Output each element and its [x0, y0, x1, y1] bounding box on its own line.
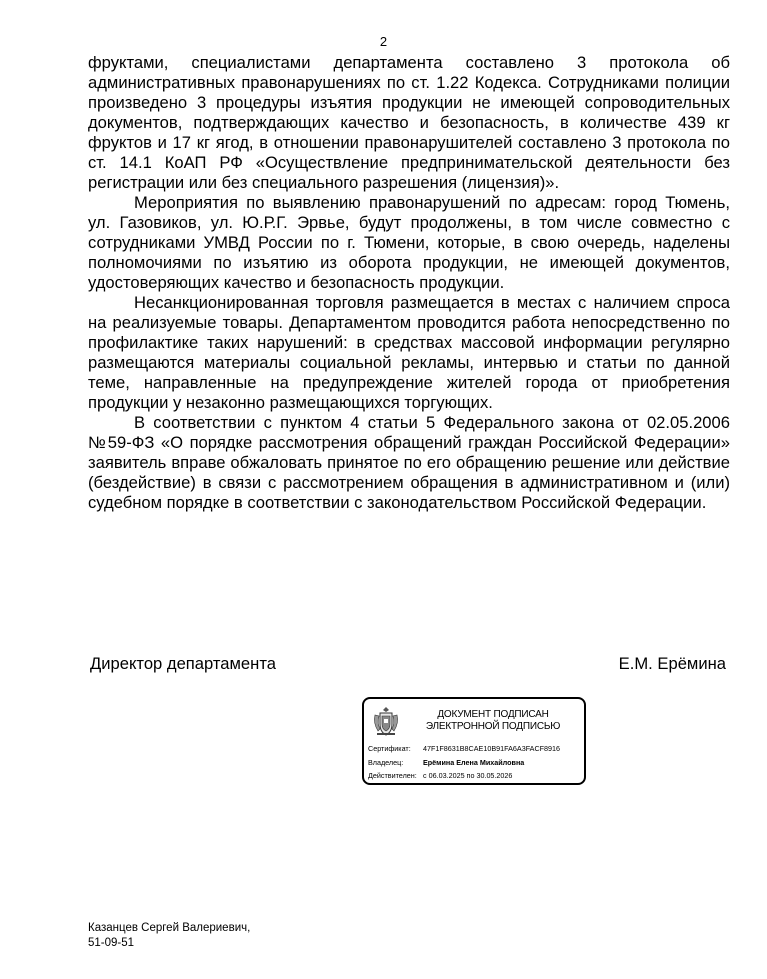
signatory-name: Е.М. Ерёмина	[618, 654, 726, 673]
electronic-signature-stamp	[362, 697, 586, 785]
paragraph-3: Несанкционированная торговля размещается в местах с наличием спроса на реализуемые товары. Департаментом проводится работа непосредственно по профилактике таких нарушений: в средствах массовой информации регулярно размещаются материалы социальной рекламы, интервью и статьи по данной теме, направленные на предупреждение жителей города от приобретения продукции у незаконно размещающихся торгующих.	[88, 293, 730, 412]
coat-of-arms-icon	[371, 705, 401, 737]
stamp-validity-label: Действителен:	[368, 771, 417, 780]
stamp-title-line-2: ЭЛЕКТРОННОЙ ПОДПИСЬЮ	[425, 721, 561, 732]
paragraph-4: В соответствии с пунктом 4 статьи 5 Федерального закона от 02.05.2006 №59-ФЗ «О порядке рассмотрения обращений граждан Российской Федерации» заявитель вправе обжаловать принятое по его обращению решение или действие (бездействие) в связи с рассмотрением обращения в административном и (или) судебном порядке в соответствии с законодательством Российской Федерации.	[88, 413, 730, 512]
paragraph-1: фруктами, специалистами департамента составлено 3 протокола об административных правонарушениях по ст. 1.22 Кодекса. Сотрудниками полиции произведено 3 процедуры изъятия продукции не имеющей сопроводительных документов, подтверждающих качество и безопасность, в количестве 439 кг фруктов и 17 кг ягод, в отношении правонарушителей составлено 3 протокола по ст. 14.1 КоАП РФ «Осуществление предпринимательской деятельности без регистрации или без специального разрешения (лицензия)».	[88, 53, 730, 192]
stamp-certificate-value: 47F1F8631B8CAE10B91FA6A3FACF8916	[423, 744, 561, 753]
stamp-owner-label: Владелец:	[368, 758, 404, 767]
stamp-certificate-label: Сертификат:	[368, 744, 411, 753]
paragraph-2: Мероприятия по выявлению правонарушений по адресам: город Тюмень, ул. Газовиков, ул. Ю.Р.Г. Эрвье, будут продолжены, в том числе совместно с сотрудниками УМВД России по г. Тюмени, которые, в свою очередь, наделены полномочиями по изъятию из оборота продукции, не имеющей документов, удостоверяющих качество и безопасность продукции.	[88, 193, 730, 292]
signature-block	[90, 654, 726, 674]
letter-body	[88, 53, 730, 513]
stamp-title	[404, 709, 582, 733]
stamp-owner-row	[368, 758, 524, 767]
signatory-position: Директор департамента	[90, 654, 276, 673]
stamp-owner-value: Ерёмина Елена Михайловна	[423, 758, 525, 767]
stamp-title-line-1: ДОКУМЕНТ ПОДПИСАН	[437, 709, 549, 720]
executor-phone: 51-09-51	[88, 937, 135, 949]
stamp-validity-row	[368, 771, 512, 780]
stamp-validity-value: с 06.03.2025 по 30.05.2026	[423, 771, 513, 780]
executor-footer	[88, 921, 250, 951]
executor-name: Казанцев Сергей Валериевич,	[88, 922, 251, 934]
stamp-certificate-row	[368, 744, 560, 753]
page-number: 2	[379, 34, 388, 49]
